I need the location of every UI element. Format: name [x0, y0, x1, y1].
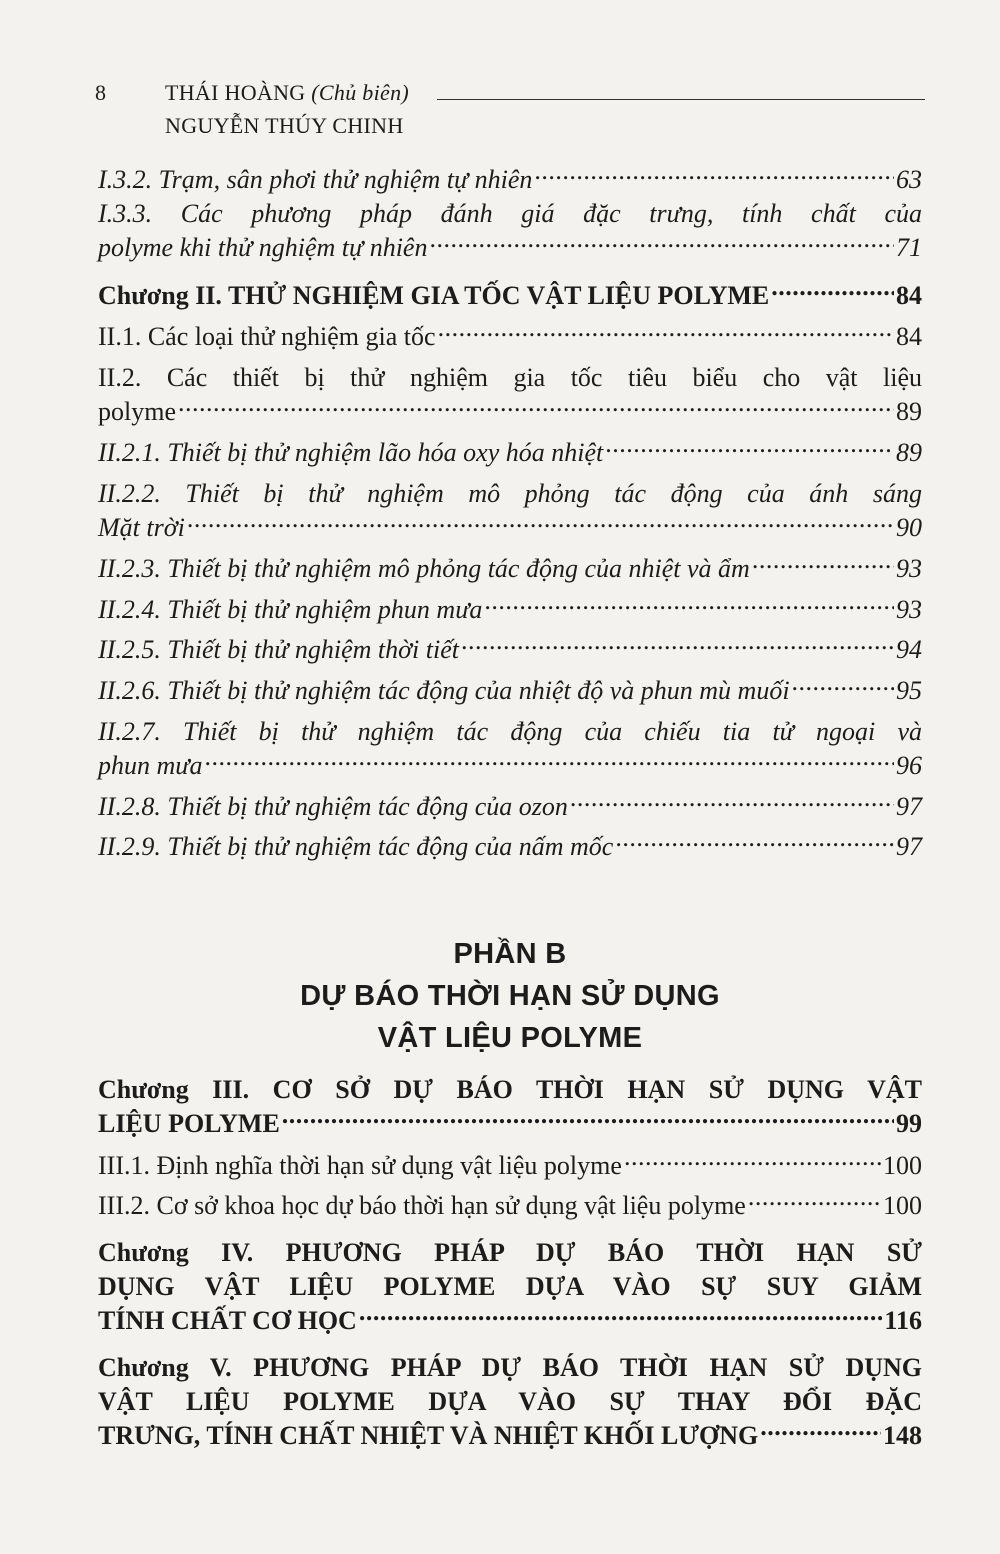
toc-entry-ii-2-1[interactable]: [98, 436, 922, 470]
toc-chapter-5[interactable]: [98, 1351, 922, 1453]
author-role: (Chủ biên): [311, 80, 409, 105]
toc-entry-ii-2-2[interactable]: [98, 477, 922, 545]
toc-chapter-title-line1: Chương III. CƠ SỞ DỰ BÁO THỜI HẠN SỬ DỤNG VẬT: [98, 1075, 922, 1104]
toc-entry-ii-1[interactable]: [98, 320, 922, 354]
page-number: 8: [95, 80, 106, 105]
toc-page-number: 63: [896, 165, 922, 194]
author-secondary: NGUYỄN THÚY CHINH: [165, 113, 404, 138]
toc-entry-title-line2: phun mưa: [98, 751, 203, 780]
part-label: PHẦN B: [453, 938, 567, 970]
toc-leader: [792, 675, 894, 699]
toc-chapter-title-line1: Chương V. PHƯƠNG PHÁP DỰ BÁO THỜI HẠN SỬ DỤNG: [98, 1353, 922, 1382]
toc-page-number: 84: [896, 322, 922, 351]
toc-entry-title: II.1. Các loại thử nghiệm gia tốc: [98, 322, 436, 351]
toc-chapter-4[interactable]: [98, 1236, 922, 1338]
toc-page-number: 71: [896, 233, 922, 262]
toc-page-number: 93: [896, 595, 922, 624]
toc-leader: [771, 280, 894, 304]
toc-page-number: 148: [883, 1421, 922, 1450]
toc-entry-title: II.2.6. Thiết bị thử nghiệm tác động của nhiệt độ và phun mù muối: [98, 676, 790, 705]
toc-chapter-title-line2: DỤNG VẬT LIỆU POLYME DỰA VÀO SỰ SUY GIẢM: [98, 1272, 922, 1301]
toc-chapter-title: Chương II. THỬ NGHIỆM GIA TỐC VẬT LIỆU POLYME: [98, 281, 770, 310]
toc-leader: [178, 396, 894, 420]
toc-leader: [461, 634, 894, 658]
toc-page-number: 84: [896, 281, 922, 310]
toc-entry-title-line2: polyme: [98, 397, 176, 426]
author-primary: [165, 80, 409, 106]
toc-chapter-2[interactable]: [98, 279, 922, 313]
toc-leader: [570, 791, 894, 815]
toc-entry-ii-2-8[interactable]: [98, 790, 922, 824]
toc-entry-title: II.2.1. Thiết bị thử nghiệm lão hóa oxy hóa nhiệt: [98, 438, 604, 467]
toc-chapter-title-line2: VẬT LIỆU POLYME DỰA VÀO SỰ THAY ĐỔI ĐẶC: [98, 1387, 922, 1416]
toc-leader: [534, 164, 894, 188]
part-title-line2: VẬT LIỆU POLYME: [377, 1022, 643, 1054]
toc-page-number: 94: [896, 635, 922, 664]
toc-entry-title: II.2.5. Thiết bị thử nghiệm thời tiết: [98, 635, 459, 664]
toc-page-number: 89: [896, 397, 922, 426]
toc-leader: [438, 321, 894, 345]
toc-entry-title-line1: II.2. Các thiết bị thử nghiệm gia tốc tiêu biểu cho vật liệu: [98, 363, 922, 392]
toc-chapter-title-line2: LIỆU POLYME: [98, 1109, 280, 1138]
toc-page-number: 95: [896, 676, 922, 705]
toc-leader: [760, 1420, 881, 1444]
toc-page-number: 116: [884, 1306, 922, 1335]
toc-leader: [605, 437, 894, 461]
toc-entry-ii-2-6[interactable]: [98, 674, 922, 708]
toc-leader: [615, 831, 894, 855]
toc-page-number: 99: [896, 1109, 922, 1138]
toc-leader: [429, 232, 894, 256]
toc-entry-i-3-3[interactable]: [98, 197, 922, 265]
toc-page-number: 97: [896, 832, 922, 861]
toc-entry-title: II.2.8. Thiết bị thử nghiệm tác động của ozon: [98, 792, 568, 821]
toc-leader: [624, 1150, 881, 1174]
toc-page-number: 97: [896, 792, 922, 821]
toc-chapter-title-line1: Chương IV. PHƯƠNG PHÁP DỰ BÁO THỜI HẠN SỬ: [98, 1238, 922, 1267]
toc-entry-title: II.2.9. Thiết bị thử nghiệm tác động của nấm mốc: [98, 832, 614, 861]
toc-entry-ii-2-7[interactable]: [98, 715, 922, 783]
toc-page-number: 93: [896, 554, 922, 583]
toc-leader: [752, 553, 894, 577]
toc-chapter-title-line3: TRƯNG, TÍNH CHẤT NHIỆT VÀ NHIỆT KHỐI LƯỢNG: [98, 1421, 759, 1450]
author-primary-name: THÁI HOÀNG: [165, 80, 306, 105]
toc-entry-ii-2-3[interactable]: [98, 552, 922, 586]
toc-entry-title: II.2.4. Thiết bị thử nghiệm phun mưa: [98, 595, 483, 624]
toc-entry-i-3-2[interactable]: [98, 163, 922, 197]
toc-page-number: 90: [896, 513, 922, 542]
toc-entry-title: III.1. Định nghĩa thời hạn sử dụng vật liệu polyme: [98, 1151, 622, 1180]
toc-entry-title: I.3.2. Trạm, sân phơi thử nghiệm tự nhiên: [98, 165, 533, 194]
toc-page-number: 96: [896, 751, 922, 780]
toc-page-number: 89: [896, 438, 922, 467]
toc-page-number: 100: [883, 1151, 922, 1180]
toc-entry-title-line1: I.3.3. Các phương pháp đánh giá đặc trưng, tính chất của: [98, 199, 922, 228]
toc-chapter-3[interactable]: [98, 1073, 922, 1141]
part-title-line1: DỰ BÁO THỜI HẠN SỬ DỤNG: [300, 980, 720, 1012]
running-header: [95, 80, 925, 150]
toc-leader: [187, 512, 894, 536]
toc-entry-iii-2[interactable]: [98, 1189, 922, 1223]
toc-entry-title-line1: II.2.2. Thiết bị thử nghiệm mô phỏng tác động của ánh sáng: [98, 479, 922, 508]
toc-entry-title-line2: polyme khi thử nghiệm tự nhiên: [98, 233, 428, 262]
toc-entry-title-line1: II.2.7. Thiết bị thử nghiệm tác động của chiếu tia tử ngoại và: [98, 717, 922, 746]
toc-leader: [484, 594, 894, 618]
toc-entry-ii-2-9[interactable]: [98, 830, 922, 864]
toc-entry-title-line2: Mặt trời: [98, 513, 185, 542]
toc-entry-title: II.2.3. Thiết bị thử nghiệm mô phỏng tác động của nhiệt và ẩm: [98, 554, 750, 583]
toc-leader: [204, 750, 894, 774]
toc-entry-ii-2[interactable]: [98, 361, 922, 429]
toc-chapter-title-line3: TÍNH CHẤT CƠ HỌC: [98, 1306, 357, 1335]
toc-leader: [282, 1108, 894, 1132]
toc-entry-iii-1[interactable]: [98, 1149, 922, 1183]
toc-entry-title: III.2. Cơ sở khoa học dự báo thời hạn sử dụng vật liệu polyme: [98, 1191, 746, 1220]
toc-leader: [359, 1305, 883, 1329]
toc-page-number: 100: [883, 1191, 922, 1220]
header-rule: [437, 99, 925, 100]
toc-leader: [748, 1190, 881, 1214]
toc-entry-ii-2-5[interactable]: [98, 633, 922, 667]
toc-entry-ii-2-4[interactable]: [98, 593, 922, 627]
part-heading: [98, 933, 922, 1059]
